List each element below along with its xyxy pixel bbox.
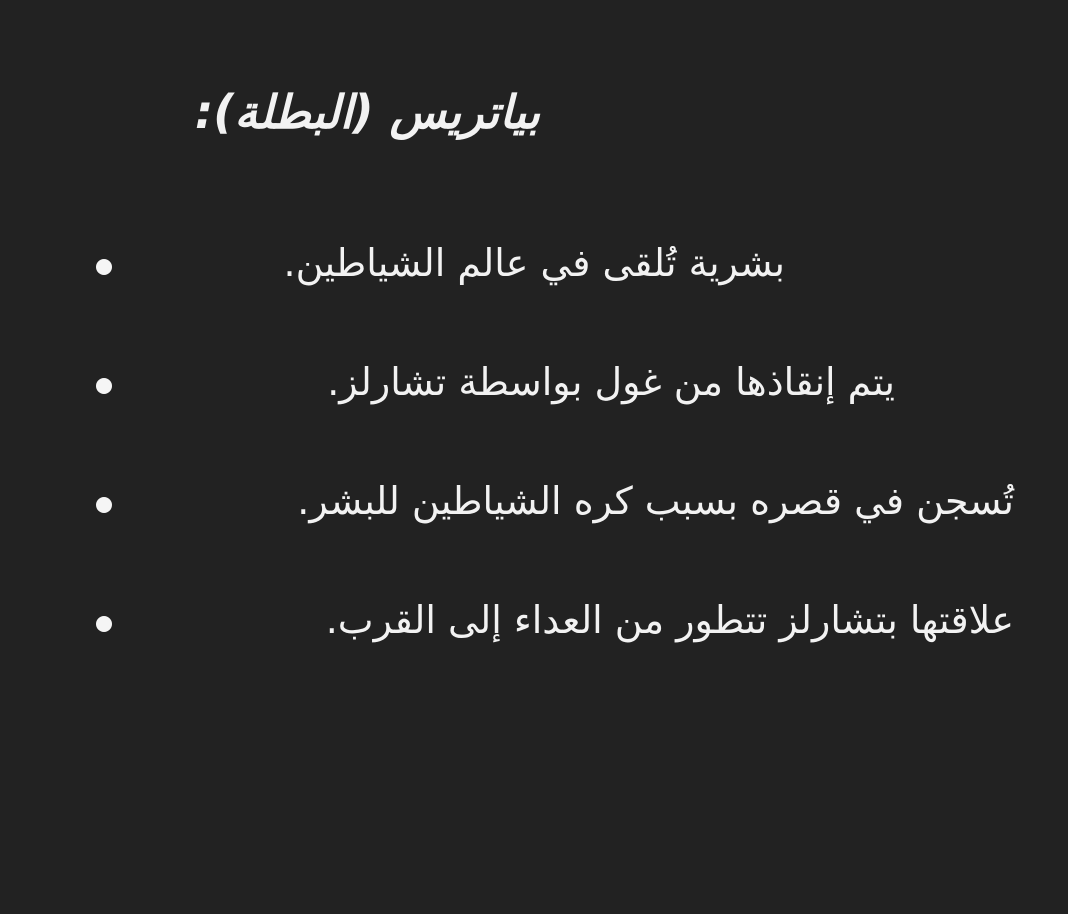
bullet-icon [96, 378, 112, 394]
bullet-icon [96, 259, 112, 275]
list-item-text: يتم إنقاذها من غول بواسطة تشارلز. [327, 360, 895, 404]
list-item-text: بشرية تُلقى في عالم الشياطين. [283, 241, 785, 285]
section-heading: بياتريس (البطلة): [194, 85, 540, 139]
list-item-text: علاقتها بتشارلز تتطور من العداء إلى القرب. [325, 598, 1014, 642]
list-item [80, 463, 1020, 539]
list-item-text: تُسجن في قصره بسبب كره الشياطين للبشر. [297, 479, 1014, 523]
list-item [80, 582, 1020, 658]
character-traits-list [80, 225, 1020, 701]
list-item [80, 344, 1020, 420]
bullet-icon [96, 497, 112, 513]
list-item [80, 225, 1020, 301]
bullet-icon [96, 616, 112, 632]
